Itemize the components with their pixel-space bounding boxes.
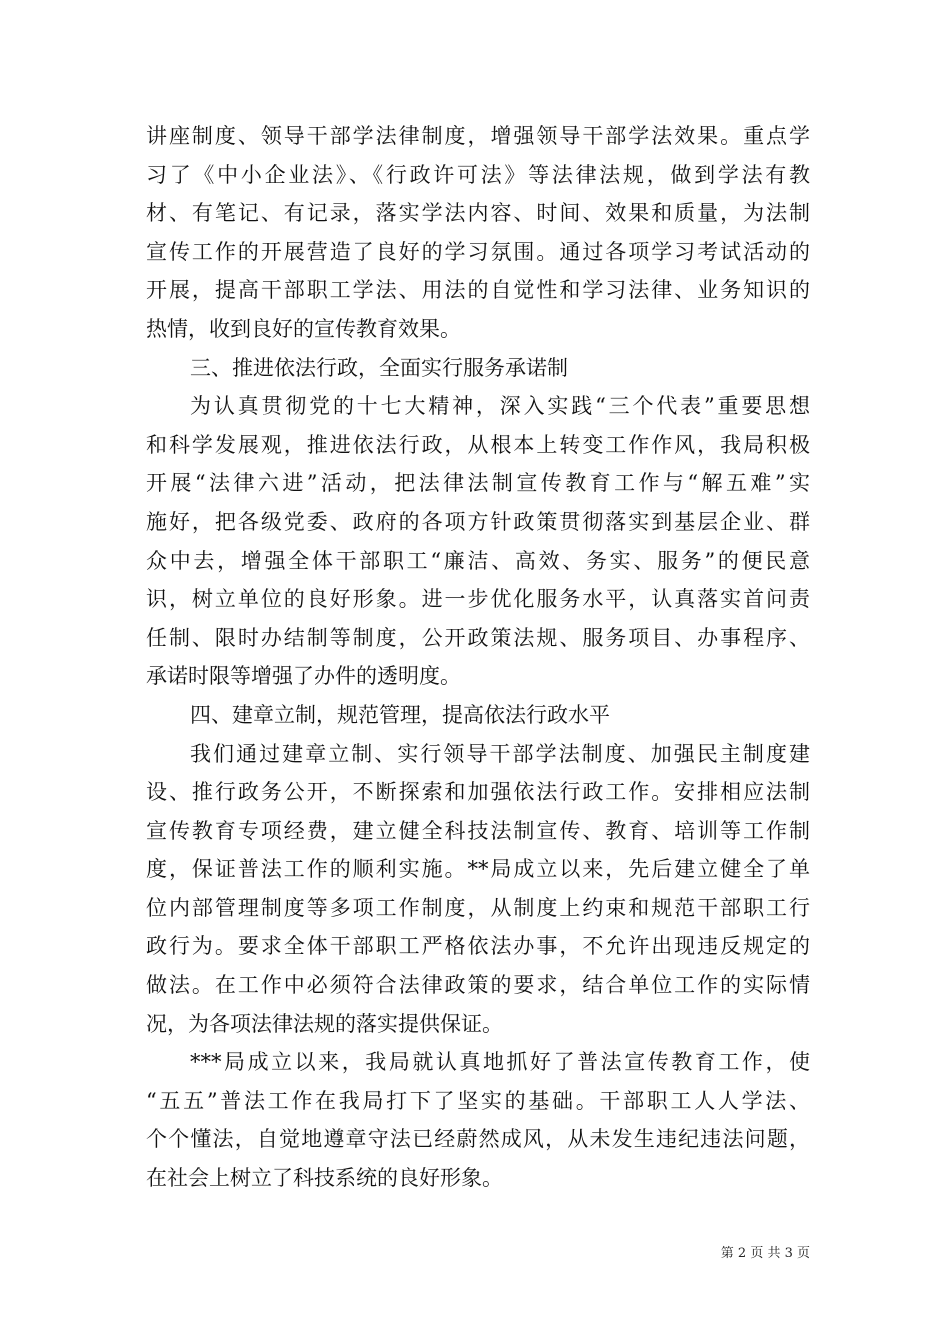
text-line: 开展，提高干部职工学法、用法的自觉性和学习法律、业务知识的 bbox=[146, 278, 810, 303]
text-line: 在社会上树立了科技系统的良好形象。 bbox=[146, 1166, 503, 1191]
text-line: 开展“法律六进”活动，把法律法制宣传教育工作与“解五难”实 bbox=[146, 471, 810, 496]
text-line: “五五”普法工作在我局打下了坚实的基础。干部职工人人学法、 bbox=[146, 1088, 810, 1113]
text-line: 三、推进依法行政，全面实行服务承诺制 bbox=[190, 355, 568, 380]
page-number-footer: 第 2 页 共 3 页 bbox=[720, 1246, 810, 1261]
text-line: 和科学发展观，推进依法行政，从根本上转变工作作风，我局积极 bbox=[146, 432, 810, 457]
text-line: 识，树立单位的良好形象。进一步优化服务水平，认真落实首问责 bbox=[146, 587, 810, 612]
text-line: 讲座制度、领导干部学法律制度，增强领导干部学法效果。重点学 bbox=[146, 124, 810, 148]
text-line: 承诺时限等增强了办件的透明度。 bbox=[146, 664, 461, 689]
text-line: 材、有笔记、有记录，落实学法内容、时间、效果和质量，为法制 bbox=[146, 201, 810, 226]
text-line: 任制、限时办结制等制度，公开政策法规、服务项目、办事程序、 bbox=[146, 625, 810, 650]
text-line: 位内部管理制度等多项工作制度，从制度上约束和规范干部职工行 bbox=[146, 895, 810, 920]
text-line: ***局成立以来，我局就认真地抓好了普法宣传教育工作，使 bbox=[190, 1050, 810, 1075]
text-line: 做法。在工作中必须符合法律政策的要求，结合单位工作的实际情 bbox=[146, 973, 810, 998]
text-line: 宣传教育专项经费，建立健全科技法制宣传、教育、培训等工作制 bbox=[146, 818, 810, 843]
text-line: 为认真贯彻党的十七大精神，深入实践“三个代表”重要思想 bbox=[190, 394, 810, 419]
document-body bbox=[146, 117, 810, 1198]
text-line: 施好，把各级党委、政府的各项方针政策贯彻落实到基层企业、群 bbox=[146, 509, 810, 534]
text-line: 个个懂法，自觉地遵章守法已经蔚然成风，从未发生违纪违法问题， bbox=[146, 1127, 810, 1152]
text-line: 度，保证普法工作的顺利实施。**局成立以来，先后建立健全了单 bbox=[146, 857, 810, 882]
text-line: 况，为各项法律法规的落实提供保证。 bbox=[146, 1011, 503, 1036]
text-line: 设、推行政务公开，不断探索和加强依法行政工作。安排相应法制 bbox=[146, 780, 810, 805]
text-line: 政行为。要求全体干部职工严格依法办事，不允许出现违反规定的 bbox=[146, 934, 810, 959]
text-line: 我们通过建章立制、实行领导干部学法制度、加强民主制度建 bbox=[190, 741, 810, 766]
text-line: 众中去，增强全体干部职工“廉洁、高效、务实、服务”的便民意 bbox=[146, 548, 810, 573]
text-line: 热情，收到良好的宣传教育效果。 bbox=[146, 316, 461, 341]
text-line: 四、建章立制，规范管理，提高依法行政水平 bbox=[190, 702, 610, 727]
text-line: 习了《中小企业法》、《行政许可法》等法律法规，做到学法有教 bbox=[146, 162, 810, 187]
text-line: 宣传工作的开展营造了良好的学习氛围。通过各项学习考试活动的 bbox=[146, 239, 810, 264]
